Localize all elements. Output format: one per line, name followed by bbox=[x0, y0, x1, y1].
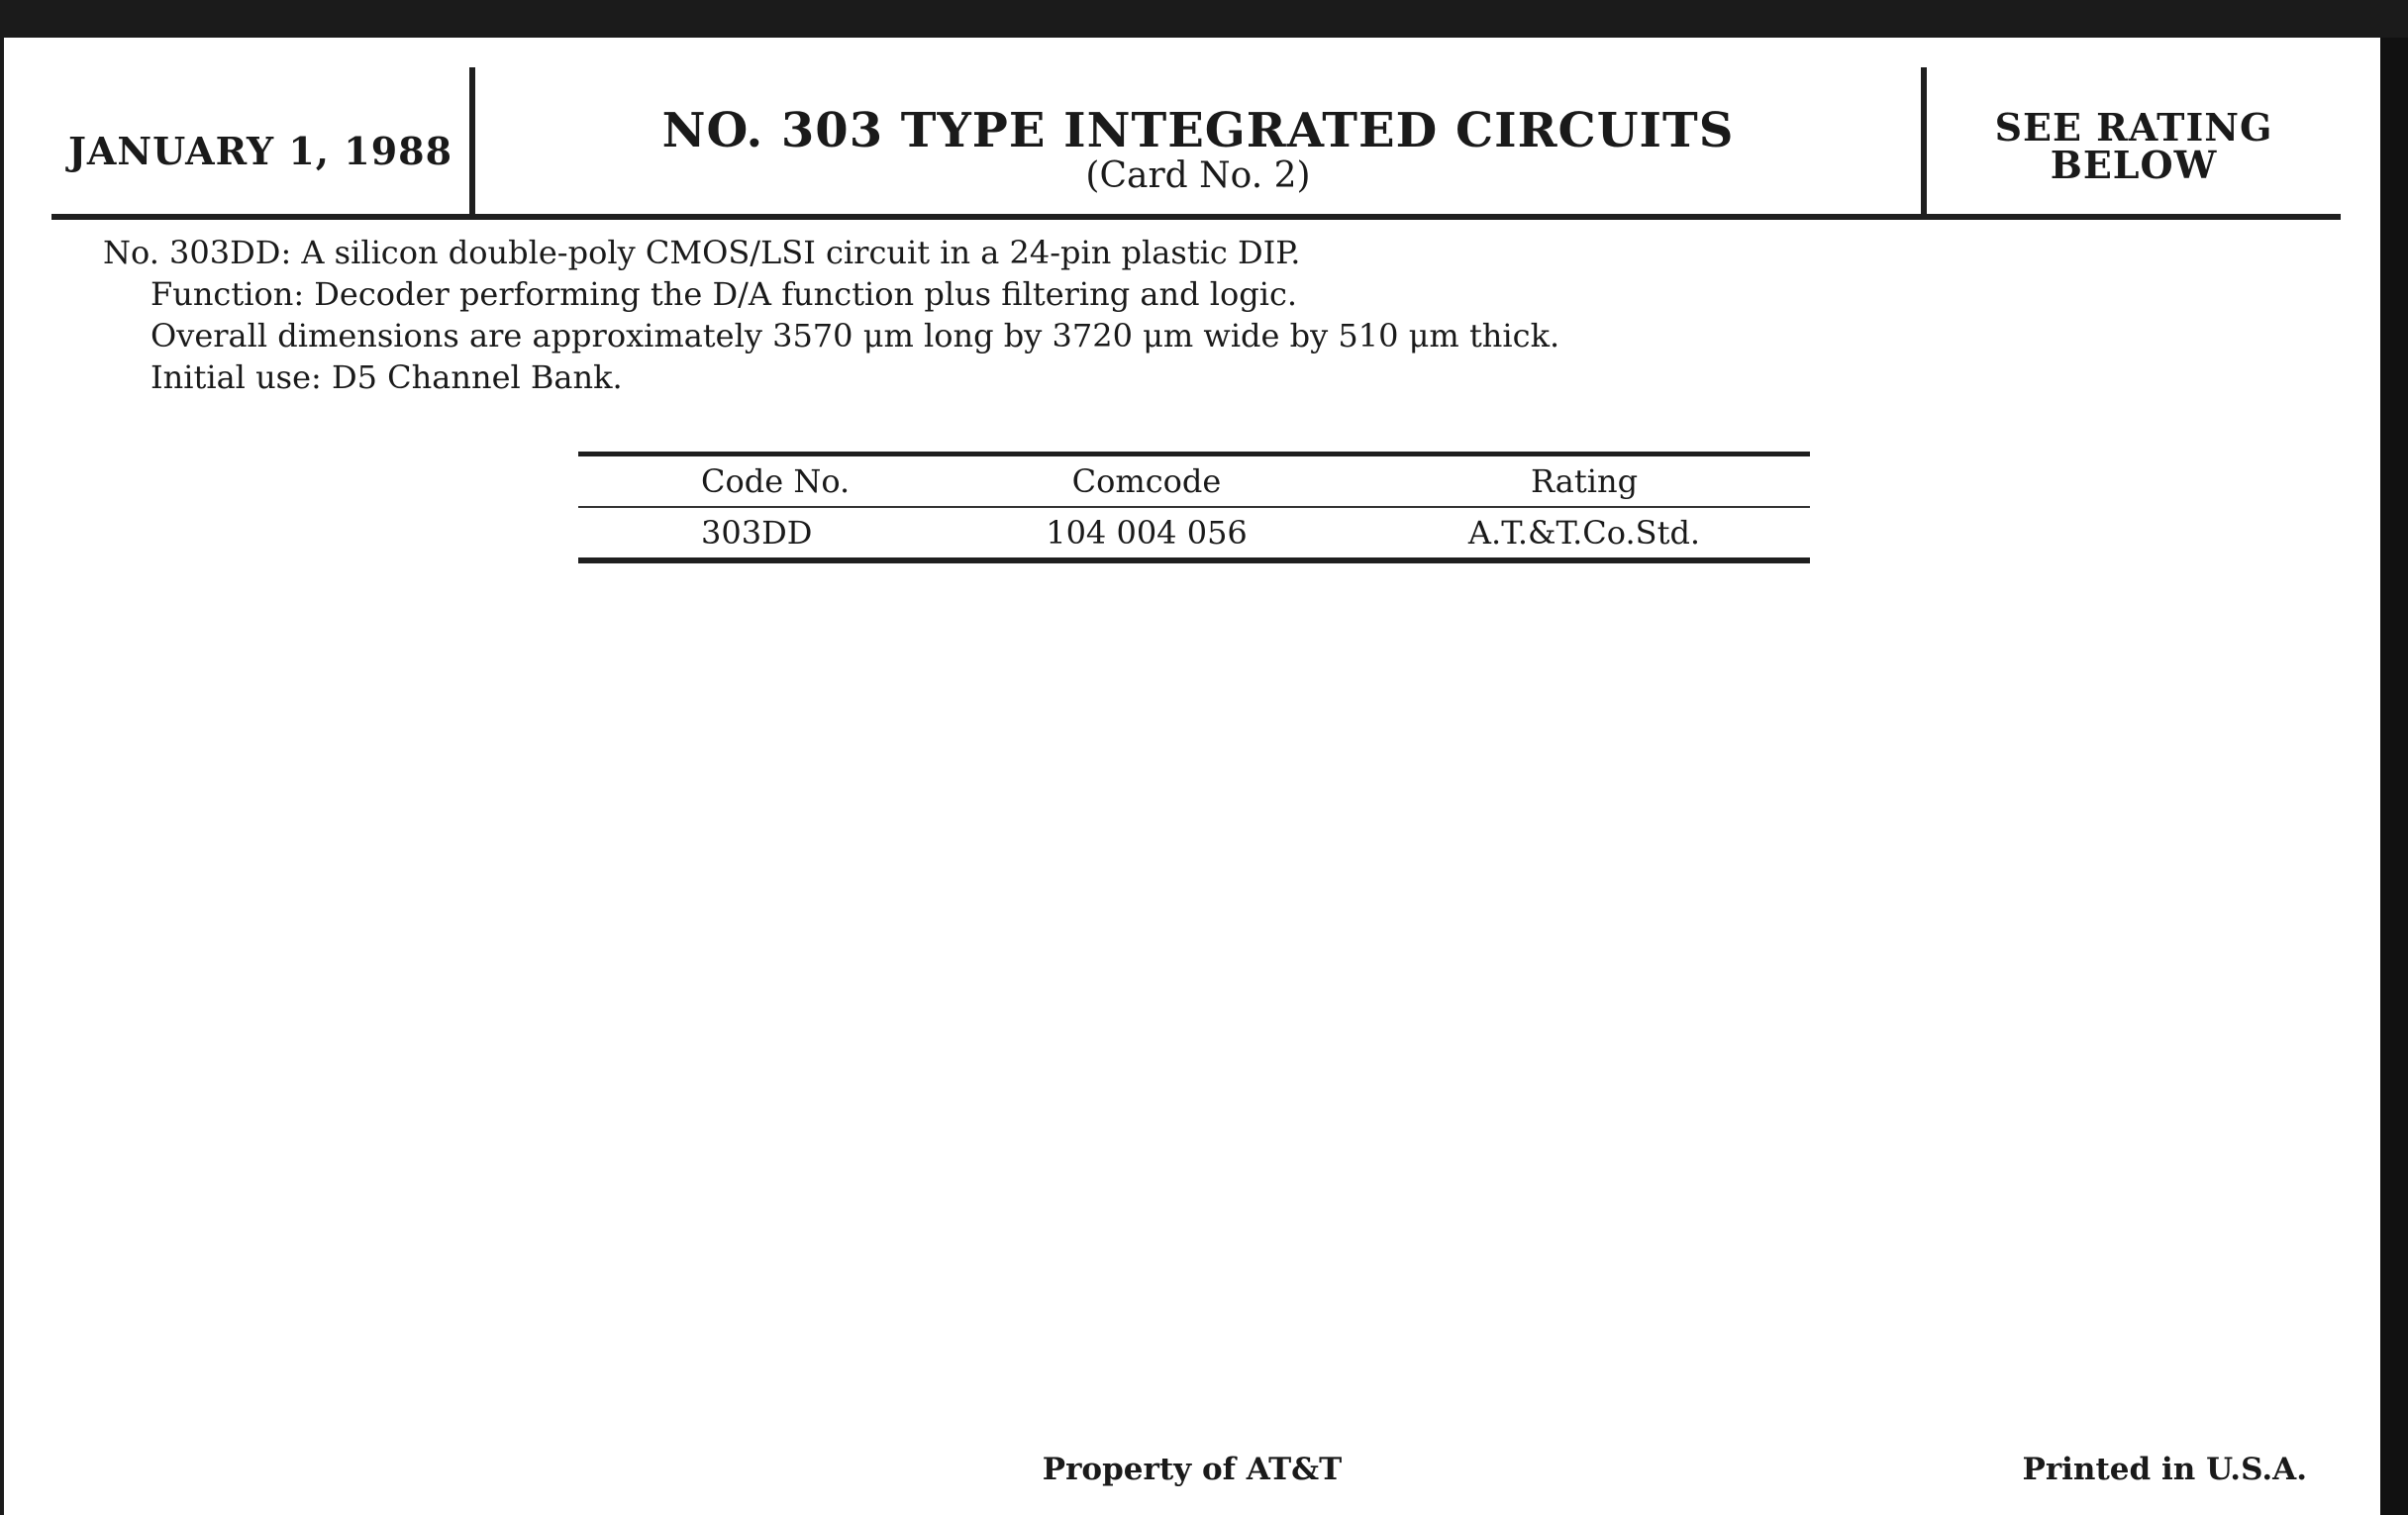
scan-edge bbox=[2380, 38, 2408, 1515]
description-line: No. 303DD: A silicon double-poly CMOS/LSI circuit in a 24-pin plastic DIP. bbox=[103, 234, 1301, 271]
column-header-comcode: Comcode bbox=[1071, 462, 1222, 500]
table-header-row bbox=[578, 456, 1810, 508]
card-header bbox=[51, 67, 2341, 220]
table-row bbox=[578, 508, 1810, 557]
issue-date: JANUARY 1, 1988 bbox=[67, 128, 453, 173]
index-card bbox=[4, 38, 2380, 1515]
description bbox=[103, 232, 1885, 398]
description-line: Overall dimensions are approximately 3570 μm long by 3720 μm wide by 510 μm thick. bbox=[150, 317, 1560, 354]
cell-rating: A.T.&T.Co.Std. bbox=[1467, 514, 1701, 552]
property-notice: Property of AT&T bbox=[1042, 1452, 1343, 1487]
title-block bbox=[475, 67, 1921, 214]
cell-comcode: 104 004 056 bbox=[1046, 514, 1248, 552]
column-header-rating: Rating bbox=[1530, 462, 1639, 500]
rating-note-line1: SEE RATING bbox=[1994, 105, 2273, 150]
code-table bbox=[578, 452, 1810, 563]
printed-notice: Printed in U.S.A. bbox=[2022, 1452, 2307, 1487]
description-line: Initial use: D5 Channel Bank. bbox=[150, 358, 623, 396]
rating-note-line2: BELOW bbox=[2050, 143, 2218, 187]
description-line: Function: Decoder performing the D/A function plus filtering and logic. bbox=[150, 275, 1298, 313]
rating-note bbox=[1927, 67, 2341, 214]
column-header-code-no: Code No. bbox=[701, 462, 851, 500]
cell-code-no: 303DD bbox=[701, 514, 813, 552]
card-title: NO. 303 TYPE INTEGRATED CIRCUITS bbox=[661, 103, 1735, 158]
card-subtitle: (Card No. 2) bbox=[1085, 155, 1311, 196]
